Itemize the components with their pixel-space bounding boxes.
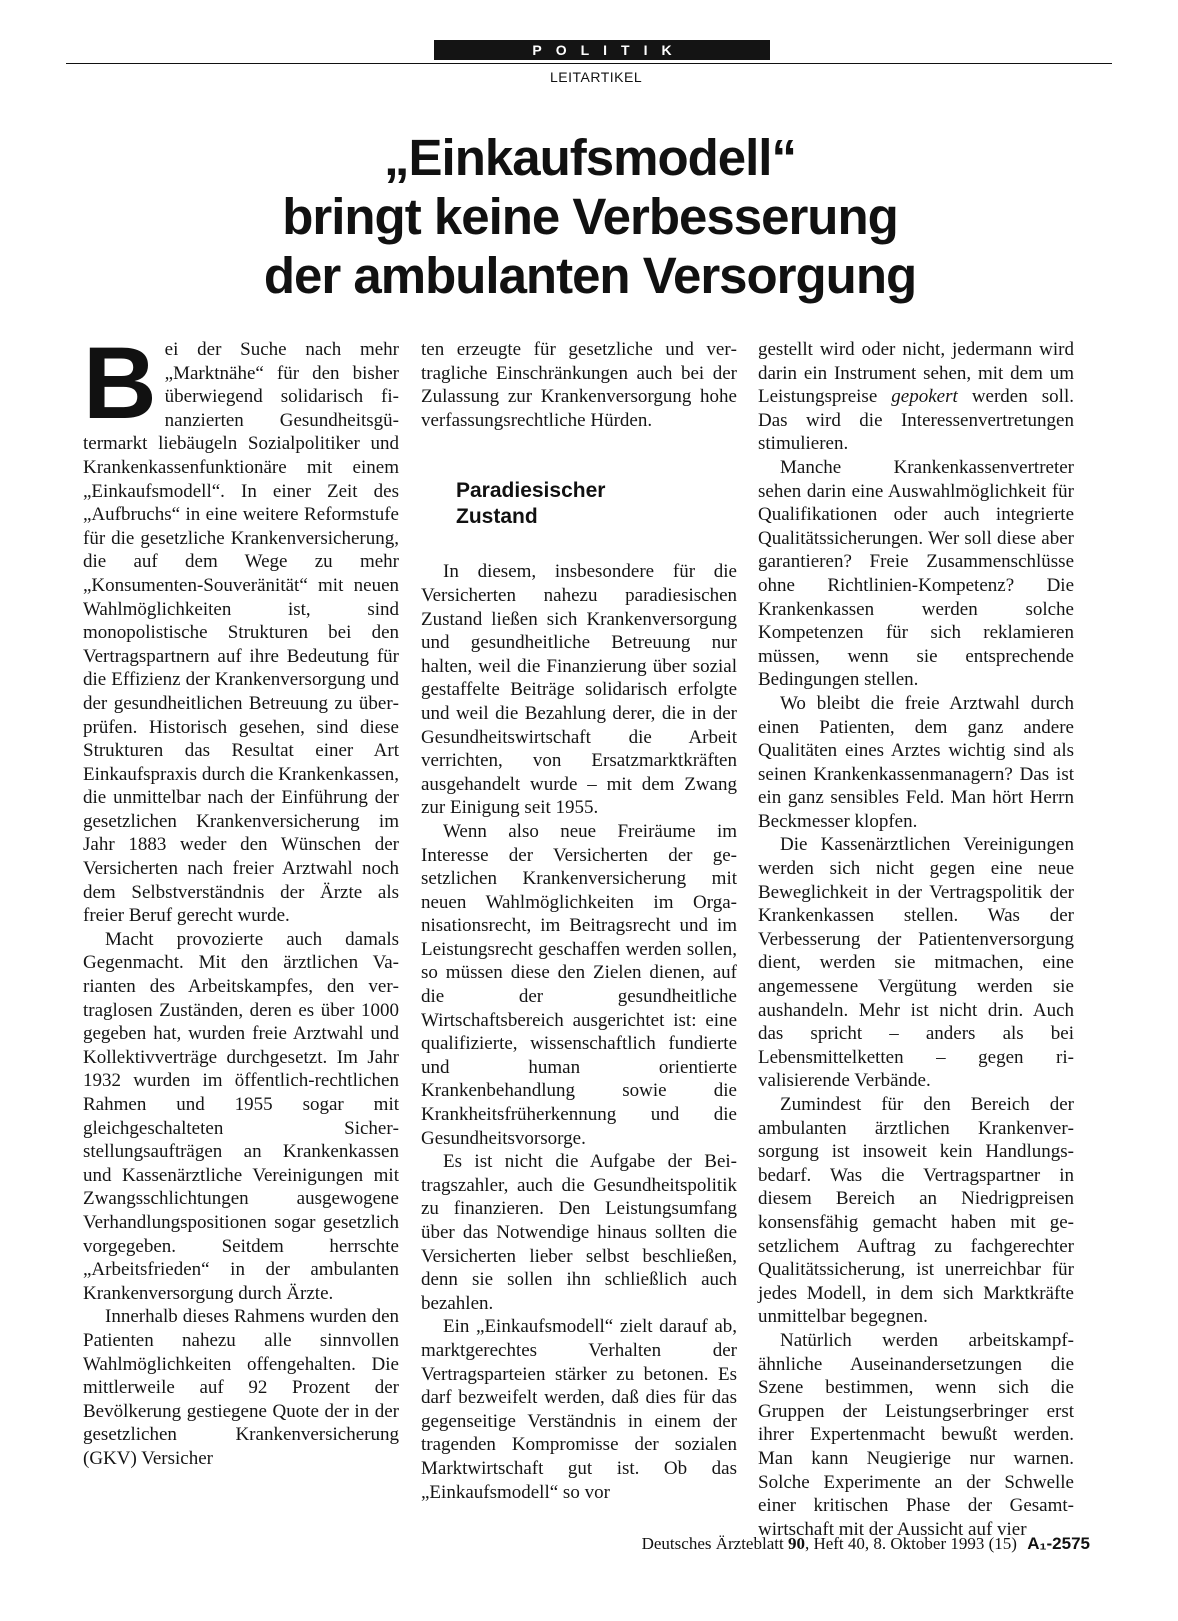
- title-line-1: „Einkaufsmodell“: [384, 129, 796, 186]
- paragraph: Natürlich werden arbeitskampfähnliche Auseinandersetzungen die Szene bestimmen, wenn sich die Gruppen der Leistungserbringer erst ihrer Expertenmacht bewußt werden. Man kann Neugierige nur warnen. Solche Experimente an der Schwelle einer kritischen Phase der Gesamtwirtschaft mit der Aussicht auf vier: [758, 1329, 1074, 1540]
- paragraph: Innerhalb dieses Rahmens wurden den Patienten nahezu alle sinnvollen Wahlmöglichkeiten offengehalten. Die mittlerweile auf 92 Prozent der Bevölkerung gestiegene Quote der in der gesetzlichen Krankenversicherung (GKV) Versicher: [83, 1306, 399, 1469]
- paragraph: In diesem, insbesondere für die Versicherten nahezu paradiesischen Zustand ließen sich Krankenversorgung und gesundheitliche Betreuung nur halten, weil die Finanzierung über sozial gestaffelte Beiträge solidarisch erfolgte und weil die Bezahlung derer, die in der Gesundheitswirtschaft die Arbeit verrichten, von Ersatzmarktkräften ausgehandelt wurde – mit dem Zwang zur Einigung seit 1955.: [421, 561, 737, 819]
- title-line-3: der ambulanten Versorgung: [263, 247, 917, 304]
- title-line-2: bringt keine Verbesserung: [282, 188, 898, 245]
- journal-volume: 90: [787, 1534, 805, 1553]
- header-rule: [66, 63, 1112, 64]
- paragraph: [83, 326, 399, 928]
- article-title: [90, 128, 1090, 305]
- emphasis-text: gepokert: [891, 386, 958, 408]
- paragraph: Ein „Einkaufsmodell“ zielt darauf ab, marktgerechtes Verhalten der Vertragsparteien stärker zu betonen. Es darf bezweifelt werden, daß dies für das gegenseitige Verständnis in einem der tragenden Kompromisse der sozialen Marktwirtschaft gut ist. Ob das „Einkaufsmodell“ so vor: [421, 1316, 737, 1503]
- journal-name: Deutsches Ärzteblatt: [641, 1534, 784, 1553]
- page-footer: [642, 1534, 1090, 1554]
- paragraph: Wenn also neue Freiräume im Interesse der Versicherten der gesetzlichen Krankenversicherung mit neuen Wahlmöglichkeiten im Organisationsrecht, im Beitragsrecht und im Leistungsrecht geschaffen werden sollen, so müssen diese den Zielen dienen, auf die der gesundheitliche Wirtschaftsbereich ausgerichtet ist: eine qualifizierte, wissenschaftlich fundierte und human orientierte Krankenbehandlung sowie die Krankheitsfrüherkennung und die Gesundheitsvorsorge.: [421, 820, 737, 1149]
- subheading-line-1: Paradiesischer: [456, 479, 606, 503]
- paragraph: Manche Krankenkassenvertreter sehen darin eine Auswahlmöglichkeit für Qualifikationen oder auch integrierte Qualitätssicherungen. Wer soll diese aber garantieren? Freie Zusammenschlüsse ohne Richtlinien-Kompetenz? Die Krankenkassen werden solche Kompetenzen für sich reklamieren müssen, wenn sie entsprechende Bedingungen stellen.: [758, 456, 1074, 691]
- paragraph: [758, 338, 1074, 456]
- section-subheading: [456, 478, 737, 530]
- paragraph-text: gestellt wird oder nicht, jedermann wird darin ein Instrument sehen, mit dem um Leistungspreise: [758, 339, 1074, 408]
- drop-cap: B: [83, 326, 157, 440]
- paragraph: Wo bleibt die freie Arztwahl durch einen Patienten, dem ganz andere Qualitäten eines Arztes wichtig sind als seinen Krankenkassenmanagern? Das ist ein ganz sensibles Feld. Man hört Herrn Beckmesser klopfen.: [758, 692, 1074, 832]
- paragraph: ten erzeugte für gesetzliche und vertragliche Einschränkungen auch bei der Zulassung zur Krankenversorgung hohe verfassungsrechtliche Hürden.: [421, 339, 737, 431]
- issue-info: , Heft 40, 8. Oktober 1993 (15): [804, 1534, 1017, 1553]
- paragraph-text: werden soll. Das wird die Interessenvertretungen stimulieren.: [758, 386, 1074, 455]
- section-label: POLITIK: [434, 40, 770, 60]
- article-column-2: [421, 338, 737, 1524]
- paragraph: Die Kassenärztlichen Vereinigungen werden sich nicht gegen eine neue Beweglichkeit in der Vertragspolitik der Krankenkassen stellen. Was der Verbesserung der Patientenversorgung dient, werden sie mitmachen, eine angemessene Vergütung werden sie aushandeln. Mehr ist nicht drin. Auch das spricht – anders als bei Lebensmittelketten – gegen rivalisierende Verbände.: [758, 834, 1074, 1092]
- paragraph-text: ei der Suche nach mehr „Marktnähe“ für den bisher überwiegend solidarisch finanzierten Gesundheitsgütermarkt liebäugeln Sozialpolitiker und Krankenkassenfunktionäre mit einem „Einkaufsmodell“. In einer Zeit des „Aufbruchs“ in eine weitere Reformstufe für die gesetzliche Krankenversicherung, die auf dem Wege zu mehr „Konsumenten-Souveränität“ mit neuen Wahlmöglichkeiten ist, sind monopolistische Strukturen bei den Vertragspartnern auf ihre Bedeutung für die Effizienz der Krankenversorgung und der gesundheitlichen Betreuung zu überprüfen. Historisch gesehen, sind diese Strukturen das Resultat einer Art Einkaufspraxis durch die Krankenkassen, die unmittelbar nach der Einführung der gesetzlichen Krankenversicherung im Jahr 1883 weder den Wünschen der Versicherten nach freier Arztwahl noch dem Selbstverständnis der Ärzte als freier Beruf gerecht wurde.: [83, 339, 399, 927]
- subheading-line-2: Zustand: [456, 505, 538, 529]
- article-column-1: [83, 326, 399, 1524]
- paragraph: Macht provozierte auch damals Gegenmacht. Mit den ärztlichen Varianten des Arbeitskampfes, den vertraglosen Zuständen, deren es über 1000 gegeben hat, wurden freie Arztwahl und Kollektivverträge durchgesetzt. Im Jahr 1932 wurden im öffentlich-rechtlichen Rahmen und 1955 sogar mit gleichgeschalteten Sicherstellungsaufträgen an Krankenkassen und Kassenärztliche Vereinigungen mit Zwangsschlichtungen ausgewogene Verhandlungspositionen sogar gesetzlich vorgegeben. Seitdem herrschte „Arbeitsfrieden“ in der ambulanten Krankenversorgung durch Ärzte.: [83, 928, 399, 1304]
- subsection-label: LEITARTIKEL: [550, 69, 643, 85]
- page-number: A₁-2575: [1027, 1534, 1090, 1553]
- paragraph: Zumindest für den Bereich der ambulanten ärztlichen Krankenversorgung ist insoweit kein Handlungsbedarf. Was die Vertragspartner in diesem Bereich an Niedrigpreisen konsensfähig gemacht haben mit gesetzlichem Auftrag zu fachgerechter Qualitätssicherung, ist unerreichbar für jedes Modell, in dem sich Marktkräfte unmittelbar begegnen.: [758, 1094, 1074, 1328]
- paragraph: Es ist nicht die Aufgabe der Beitragszahler, auch die Gesundheitspolitik zu finanzieren. Den Leistungsumfang über das Notwendige hinaus sollten die Versicherten lieber selbst beschließen, denn sie sollen ihn schließlich auch bezahlen.: [421, 1151, 737, 1314]
- article-column-3: [758, 338, 1074, 1540]
